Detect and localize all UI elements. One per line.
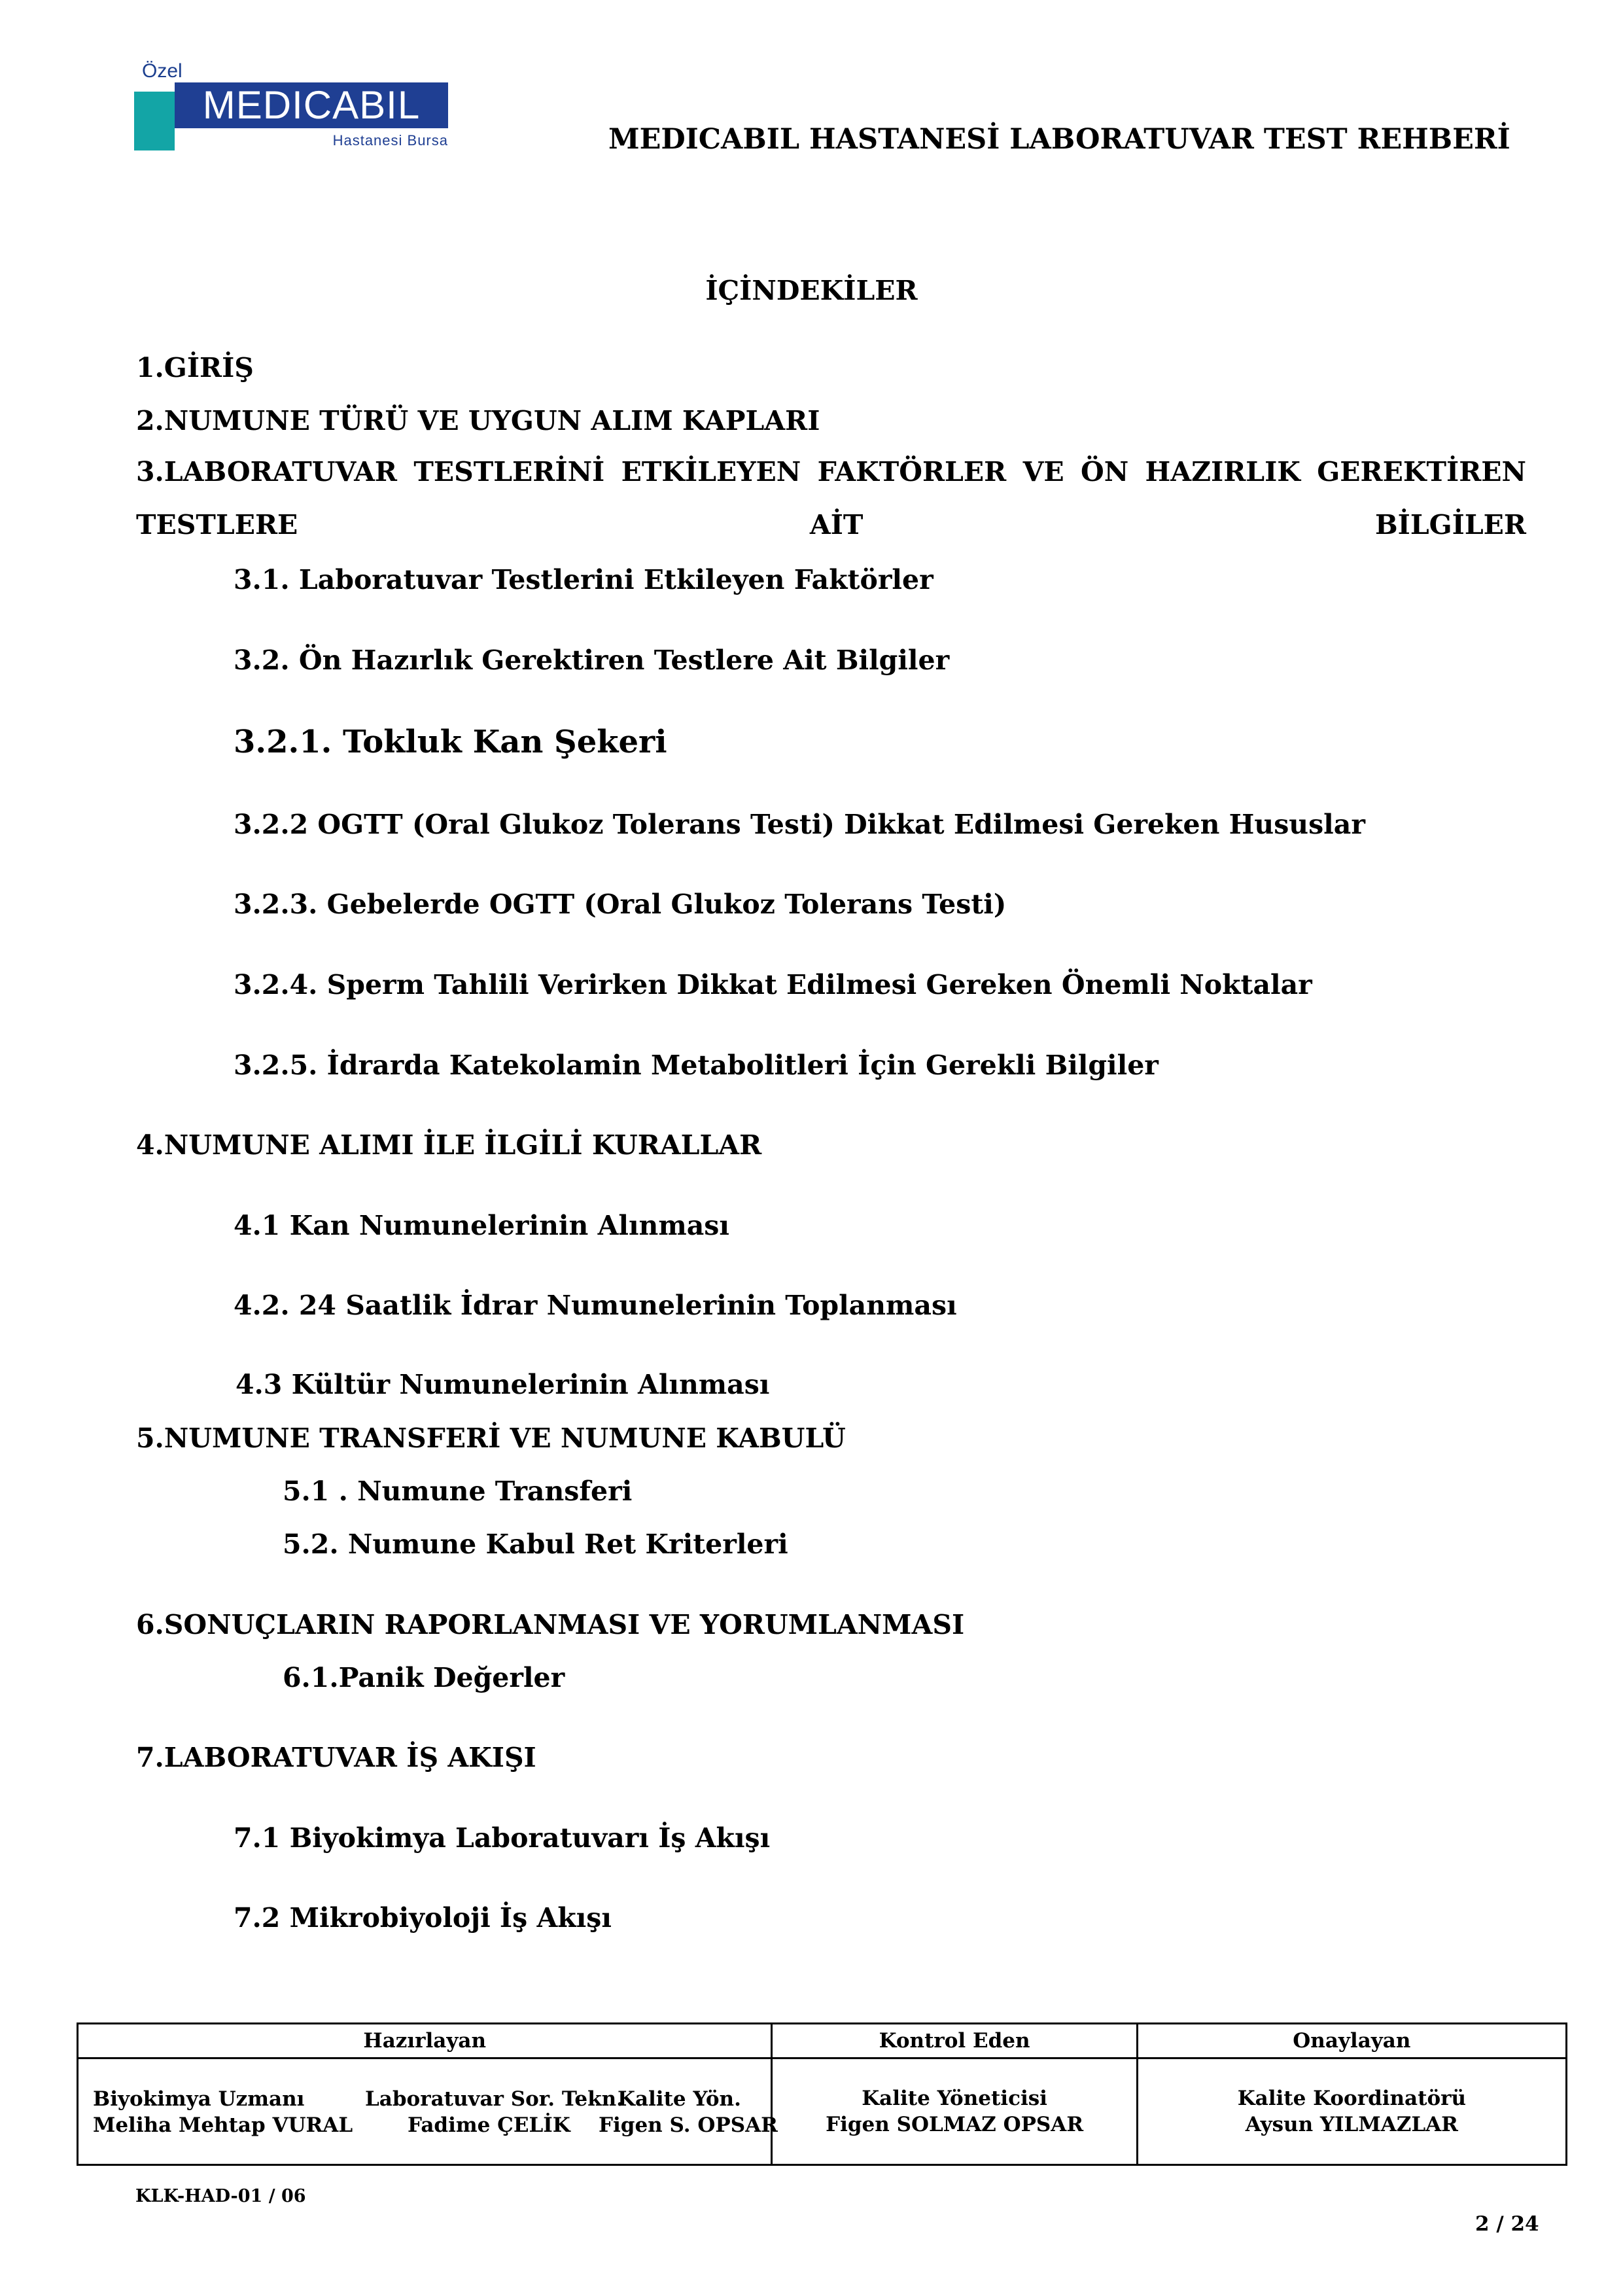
toc-item: 4.NUMUNE ALIMI İLE İLGİLİ KURALLAR [136,1129,762,1161]
logo-sub-text: Hastanesi Bursa [332,132,448,149]
toc-item: 2.NUMUNE TÜRÜ VE UYGUN ALIM KAPLARI [136,405,820,436]
approver-role: Kalite Koordinatörü [1237,2087,1467,2110]
preparer-role: Laboratuvar Sor. Tekn. [365,2087,623,2111]
logo-brand-text: MEDICABIL [202,83,421,127]
logo-ozel-text: Özel [142,60,183,82]
toc-item: 5.1 . Numune Transferi [283,1475,633,1507]
controller-role: Kalite Yöneticisi [862,2087,1047,2110]
approver-name: Aysun YILMAZLAR [1245,2113,1458,2136]
toc-item: 3.2.5. İdrarda Katekolamin Metabolitleri İçin Gerekli Bilgiler [234,1050,1159,1081]
preparer-name: Figen S. OPSAR [599,2113,778,2137]
toc-item: 6.SONUÇLARIN RAPORLANMASI VE YORUMLANMASI [136,1609,965,1640]
hospital-logo [134,60,448,158]
approval-table [77,2022,1567,2166]
toc-item: 5.NUMUNE TRANSFERİ VE NUMUNE KABULÜ [136,1422,846,1454]
preparer-name: Fadime ÇELİK [408,2113,570,2137]
toc-item: 3.2.1. Tokluk Kan Şekeri [234,724,667,760]
preparer-role: Kalite Yön. [618,2087,741,2111]
controlled-header: Kontrol Eden [772,2024,1137,2058]
approved-cell [1137,2058,1566,2165]
document-code: KLK-HAD-01 / 06 [135,2186,306,2206]
preparer-role: Biyokimya Uzmanı [93,2087,305,2111]
toc-item: 7.2 Mikrobiyoloji İş Akışı [234,1902,612,1934]
toc-item: 4.1 Kan Numunelerinin Alınması [234,1210,729,1241]
approved-header: Onaylayan [1137,2024,1566,2058]
preparer-name: Meliha Mehtap VURAL [93,2113,353,2137]
prepared-cell [78,2058,778,2165]
controller-name: Figen SOLMAZ OPSAR [826,2113,1084,2136]
toc-item: 3.2.4. Sperm Tahlili Verirken Dikkat Edilmesi Gereken Önemli Noktalar [234,969,1312,1000]
toc-item: 5.2. Numune Kabul Ret Kriterleri [283,1528,788,1560]
toc-item: 3.2. Ön Hazırlık Gerektiren Testlere Ait Bilgiler [234,645,950,676]
toc-item: 6.1.Panik Değerler [283,1662,565,1693]
toc-item: 3.1. Laboratuvar Testlerini Etkileyen Faktörler [234,564,934,595]
toc-item: 3.2.2 OGTT (Oral Glukoz Tolerans Testi) Dikkat Edilmesi Gereken Hususlar [234,809,1365,840]
toc-item: 7.1 Biyokimya Laboratuvarı İş Akışı [234,1822,771,1854]
toc-heading: İÇİNDEKİLER [705,275,918,306]
toc-item: 3.LABORATUVAR TESTLERİNİ ETKİLEYEN FAKTÖRLER VE ÖN HAZIRLIK GEREKTİREN TESTLERE AİT BİLGİLER [136,456,1526,540]
page-number: 2 / 24 [1475,2212,1539,2236]
toc-item: 4.3 Kültür Numunelerinin Alınması [236,1369,770,1400]
toc-item: 7.LABORATUVAR İŞ AKIŞI [136,1742,536,1773]
toc-item: 1.GİRİŞ [136,352,254,383]
document-title: MEDICABIL HASTANESİ LABORATUVAR TEST REHBERİ [608,123,1510,156]
controlled-cell [772,2058,1137,2165]
toc-item: 3.2.3. Gebelerde OGTT (Oral Glukoz Tolerans Testi) [234,889,1007,920]
logo-teal-block [134,92,175,150]
toc-item: 4.2. 24 Saatlik İdrar Numunelerinin Toplanması [234,1290,957,1321]
prepared-header: Hazırlayan [78,2024,772,2058]
